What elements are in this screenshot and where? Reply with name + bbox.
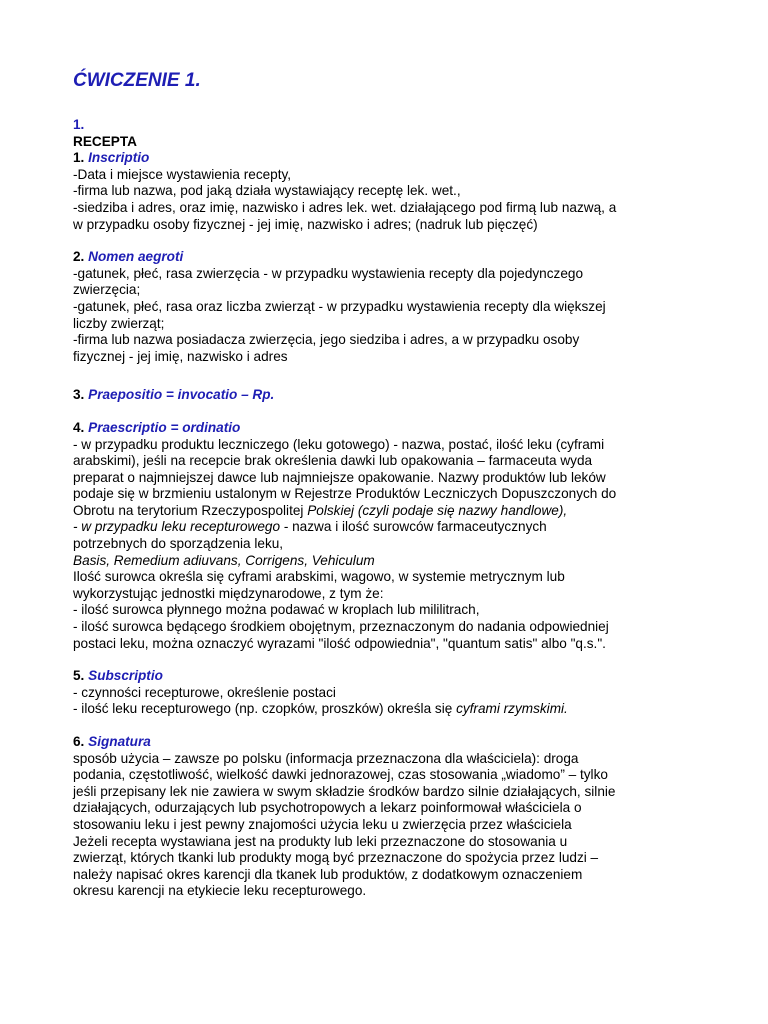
section-nomen-aegroti — [73, 249, 713, 365]
item-heading: Nomen aegroti — [88, 249, 184, 265]
text-line: -Data i miejsce wystawienia recepty, — [73, 166, 292, 182]
item-number: 5. — [73, 668, 89, 684]
section-subscriptio — [73, 668, 713, 718]
section-praescriptio — [73, 420, 713, 652]
text-line: - ilość surowca płynnego można podawać w kroplach lub mililitrach, — [73, 602, 480, 618]
document-title: ĆWICZENIE 1. — [73, 70, 201, 91]
text-line: wykorzystując jednostki międzynarodowe, z tym że: — [73, 585, 384, 601]
item-heading: Signatura — [88, 734, 151, 749]
text-span: - ilość leku recepturowego (np. czopków, proszków) określa się — [73, 701, 457, 717]
text-line: potrzebnych do sporządzenia leku, — [73, 536, 284, 552]
item-heading: Subscriptio — [88, 668, 163, 684]
text-line: - w przypadku produktu leczniczego (leku gotowego) - nazwa, postać, ilość leku (cyframi — [73, 436, 605, 452]
text-line-italic: Basis, Remedium adiuvans, Corrigens, Vehiculum — [73, 552, 375, 568]
section-number: 1. — [73, 117, 85, 132]
text-line: -firma lub nazwa posiadacza zwierzęcia, jego siedziba i adres, a w przypadku osoby — [73, 332, 580, 348]
text-line: działających, odurzających lub psychotropowych a lekarz poinformował właściciela o — [73, 800, 582, 816]
section-inscriptio — [73, 150, 713, 233]
text-line: -gatunek, płeć, rasa zwierzęcia - w przypadku wystawienia recepty dla pojedynczego — [73, 265, 584, 281]
item-heading: Praescriptio = ordinatio — [88, 419, 241, 435]
text-span: - nazwa i ilość surowców farmaceutycznych — [280, 519, 547, 535]
text-span-italic: cyframi rzymskimi. — [456, 701, 568, 717]
text-line: Ilość surowca określa się cyframi arabskimi, wagowo, w systemie metrycznym lub — [73, 569, 565, 585]
text-line: zwierzęcia; — [73, 282, 141, 298]
text-line: -siedziba i adres, oraz imię, nazwisko i adres lek. wet. działającego pod firmą lub nazwą, a — [73, 199, 617, 215]
text-line: postaci leku, można oznaczyć wyrazami "ilość odpowiednia", "quantum satis" albo "q.s.". — [73, 635, 606, 651]
item-number: 6. — [73, 734, 89, 749]
text-line: -firma lub nazwa, pod jaką działa wystawiający receptę lek. wet., — [73, 183, 461, 199]
document-page — [73, 70, 713, 900]
text-line: fizycznej - jej imię, nazwisko i adres — [73, 348, 288, 364]
text-line: zwierząt, których tkanki lub produkty mogą być przeznaczone do spożycia przez ludzi – — [73, 850, 599, 866]
item-number: 3. — [73, 387, 89, 403]
section-praepositio — [73, 387, 713, 404]
text-line: arabskimi), jeśli na recepcie brak określenia dawki lub opakowania – farmaceuta wyda — [73, 453, 593, 469]
text-line: -gatunek, płeć, rasa oraz liczba zwierząt - w przypadku wystawienia recepty dla większej — [73, 298, 606, 314]
text-line: stosowaniu leku i jest pewny znajomości użycia leku u zwierzęcia przez właściciela — [73, 816, 572, 832]
section-heading: RECEPTA — [73, 133, 137, 149]
text-line: okresu karencji na etykiecie leku recepturowego. — [73, 883, 367, 899]
item-heading: Inscriptio — [88, 150, 150, 166]
text-line: podaje się w brzmieniu ustalonym w Rejestrze Produktów Leczniczych Dopuszczonych do — [73, 486, 617, 502]
item-number: 1. — [73, 150, 89, 166]
item-number: 4. — [73, 419, 89, 435]
text-line: podania, częstotliwość, wielkość dawki jednorazowej, czas stosowania „wiadomo” – tylko — [73, 767, 608, 783]
item-heading: Praepositio = invocatio – Rp. — [88, 387, 275, 403]
text-line: sposób użycia – zawsze po polsku (informacja przeznaczona dla właściciela): droga — [73, 750, 579, 766]
text-line: liczby zwierząt; — [73, 315, 165, 331]
text-line: w przypadku osoby fizycznej - jej imię, nazwisko i adres; (nadruk lub pięczęć) — [73, 216, 538, 232]
text-line: - czynności recepturowe, określenie postaci — [73, 684, 336, 700]
text-span: Obrotu na terytorium Rzeczypospolitej — [73, 502, 308, 518]
section-recepta — [73, 117, 713, 150]
text-line: preparat o najmniejszej dawce lub najmniejsze opakowanie. Nazwy produktów lub leków — [73, 469, 606, 485]
text-line: należy napisać okres karencji dla tkanek lub produktów, z dodatkowym oznaczeniem — [73, 866, 583, 882]
text-line: - ilość surowca będącego środkiem obojętnym, przeznaczonym do nadania odpowiedniej — [73, 619, 609, 635]
text-span-italic: - w przypadku leku recepturowego — [73, 519, 281, 535]
section-signatura — [73, 734, 713, 900]
text-line: jeśli przepisany lek nie zawiera w swym składzie środków bardzo silnie działających, silnie — [73, 783, 616, 799]
item-number: 2. — [73, 249, 89, 265]
text-span-italic: Polskiej (czyli podaje się nazwy handlowe), — [307, 502, 568, 518]
text-line: Jeżeli recepta wystawiana jest na produkty lub leki przeznaczone do stosowania u — [73, 833, 568, 849]
